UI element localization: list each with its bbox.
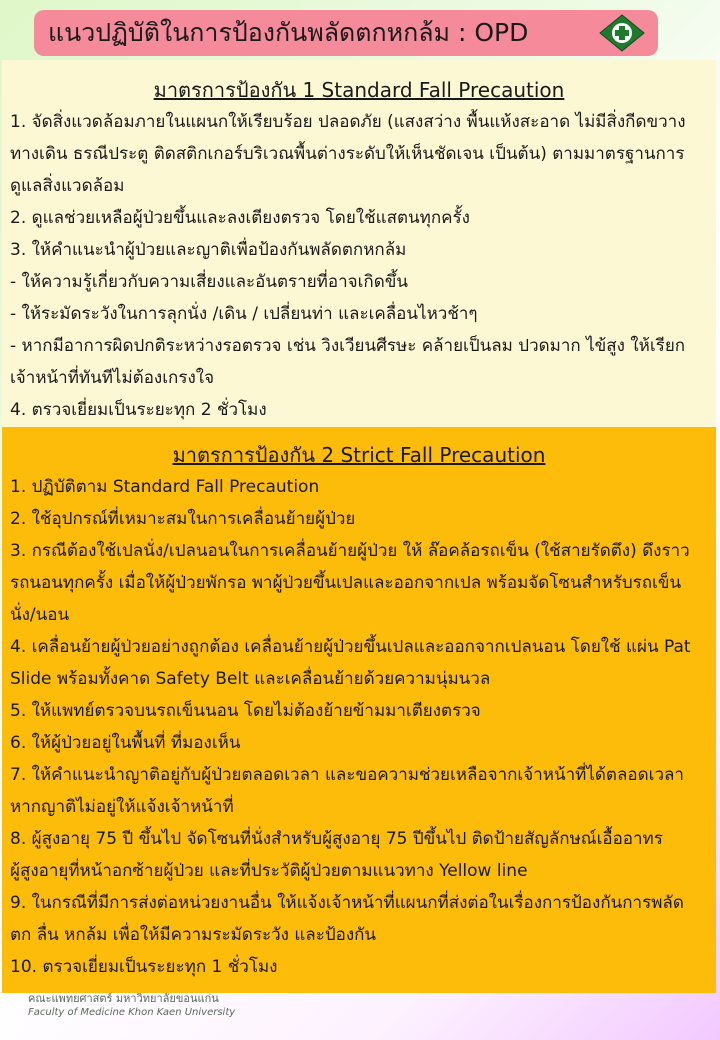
standard-line: ดูแลสิ่งแวดล้อม [10,176,125,196]
footer-english-text: Faculty of Medicine Khon Kaen University [28,1007,236,1018]
strict-line: ผู้สูงอายุที่หน้าอกซ้ายผู้ป่วย และที่ประวัติผู้ป่วยตามแนวทาง Yellow line [10,861,528,881]
strict-line: 8. ผู้สูงอายุ 75 ปี ขึ้นไป จัดโซนที่นั่งสำหรับผู้สูงอายุ 75 ปีขึ้นไป ติดป้ายสัญลักษณ์เอื้ออาทร [10,829,663,849]
strict-line: 3. กรณีต้องใช้เปลนั่ง/เปลนอนในการเคลื่อนย้ายผู้ป่วย ให้ ล๊อคล้อรถเข็น (ใช้สายรัดตึง) ดึงราว [10,541,690,561]
standard-line: 3. ให้คำแนะนำผู้ป่วยและญาติเพื่อป้องกันพลัดตกหกล้ม [10,240,407,260]
strict-line: 10. ตรวจเยี่ยมเป็นระยะทุก 1 ชั่วโมง [10,957,278,977]
title-bar [34,10,658,56]
standard-precaution-heading: มาตรการป้องกัน 1 Standard Fall Precaution [153,78,565,102]
strict-line: 4. เคลื่อนย้ายผู้ป่วยอย่างถูกต้อง เคลื่อนย้ายผู้ป่วยขึ้นเปลและออกจากเปลนอน โดยใช้ แผ่น Pat [10,637,691,657]
strict-line: 6. ให้ผู้ป่วยอยู่ในพื้นที่ ที่มองเห็น [10,733,241,753]
strict-precaution-heading: มาตรการป้องกัน 2 Strict Fall Precaution [172,443,546,467]
footer-thai-text: คณะแพทยศาสตร์ มหาวิทยาลัยขอนแก่น [28,992,219,1005]
standard-line: - ให้ระมัดระวังในการลุกนั่ง /เดิน / เปลี่ยนท่า และเคลื่อนไหวช้าๆ [10,304,478,324]
standard-line: - หากมีอาการผิดปกติระหว่างรอตรวจ เช่น วิงเวียนศีรษะ คล้ายเป็นลม ปวดมาก ไข้สูง ให้เรียก [10,336,686,356]
hospital-cross-logo-icon [598,13,646,53]
strict-line: 1. ปฏิบัติตาม Standard Fall Precaution [10,477,320,497]
standard-line: 1. จัดสิ่งแวดล้อมภายในแผนกให้เรียบร้อย ปลอดภัย (แสงสว่าง พื้นแห้งสะอาด ไม่มีสิ่งกีดขวาง [10,112,686,132]
strict-line: ตก ลื่น หกล้ม เพื่อให้มีความระมัดระวัง และป้องกัน [10,925,377,945]
strict-line: 9. ในกรณีที่มีการส่งต่อหน่วยงานอื่น ให้แจ้งเจ้าหน้าที่แผนกที่ส่งต่อในเรื่องการป้องกันการพลัด [10,893,684,913]
strict-line: รถนอนทุกครั้ง เมื่อให้ผู้ป่วยพักรอ พาผู้ป่วยขึ้นเปลและออกจากเปล พร้อมจัดโซนสำหรับรถเข็น [10,573,682,593]
standard-line: ทางเดิน ธรณีประตู ติดสติกเกอร์บริเวณพื้นต่างระดับให้เห็นชัดเจน เป็นต้น) ตามมาตรฐานการ [10,144,685,164]
standard-line: 2. ดูแลช่วยเหลือผู้ป่วยขึ้นและลงเตียงตรวจ โดยใช้แสตนทุกครั้ง [10,208,470,228]
standard-line: - ให้ความรู้เกี่ยวกับความเสี่ยงและอันตรายที่อาจเกิดขึ้น [10,272,408,292]
strict-precaution-panel [2,427,716,993]
page-title: แนวปฏิบัติในการป้องกันพลัดตกหกล้ม : OPD [48,18,529,47]
standard-precaution-panel [2,60,716,427]
standard-line: 4. ตรวจเยี่ยมเป็นระยะทุก 2 ชั่วโมง [10,400,267,420]
standard-line: เจ้าหน้าที่ทันทีไม่ต้องเกรงใจ [10,368,215,388]
strict-line: 2. ใช้อุปกรณ์ที่เหมาะสมในการเคลื่อนย้ายผู้ป่วย [10,509,356,529]
strict-line: หากญาติไม่อยู่ให้แจ้งเจ้าหน้าที่ [10,797,234,817]
strict-line: 7. ให้คำแนะนำญาติอยู่กับผู้ป่วยตลอดเวลา และขอความช่วยเหลือจากเจ้าหน้าที่ได้ตลอดเวลา [10,765,684,785]
footer-credit [28,992,235,1019]
strict-line: 5. ให้แพทย์ตรวจบนรถเข็นนอน โดยไม่ต้องย้ายข้ามมาเตียงตรวจ [10,701,481,721]
strict-line: นั่ง/นอน [10,605,70,625]
strict-line: Slide พร้อมทั้งคาด Safety Belt และเคลื่อนย้ายด้วยความนุ่มนวล [10,669,491,689]
